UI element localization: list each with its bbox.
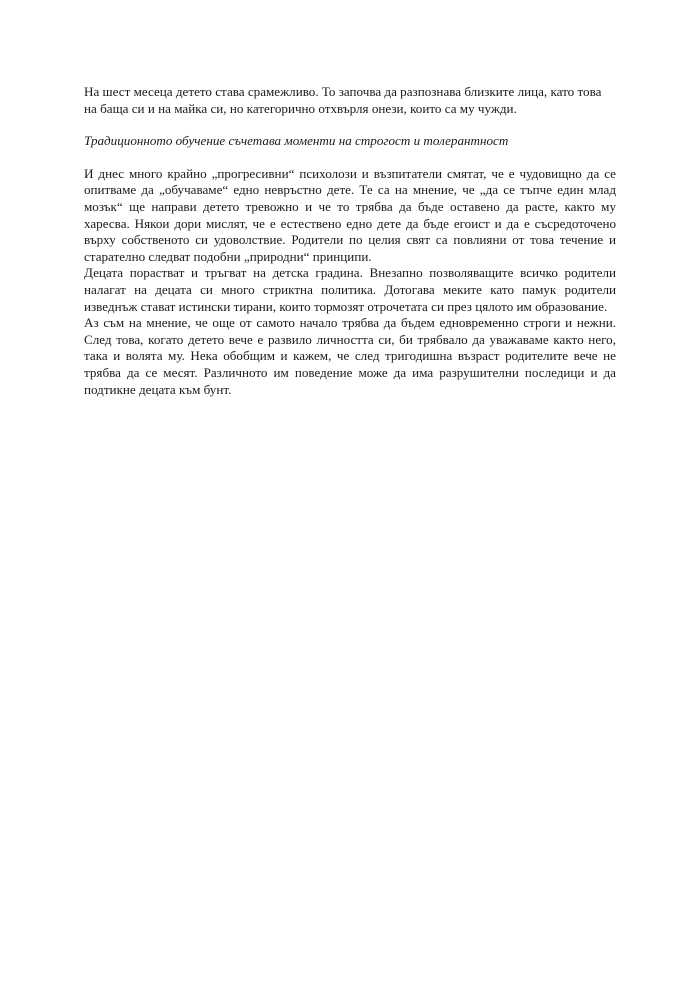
body-paragraph-2: Децата порастват и тръгват на детска градина. Внезапно позволяващите всичко родители налагат на децата си много стриктна политика. Дотогава меките като памук родители изведнъж стават истински тирани, които тормозят отрочетата си през цялото им образование. (84, 265, 616, 314)
intro-paragraph: На шест месеца детето става срамежливо. То започва да разпознава близките лица, като това на баща си и на майка си, но категорично отхвърля онези, които са му чужди. (84, 84, 602, 116)
body-paragraph-1: И днес много крайно „прогресивни“ психолози и възпитатели смятат, че е чудовищно да се опитваме да „обучаваме“ едно невръстно дете. Те са на мнение, че „да се тъпче един млад мозък“ ще направи детето тревожно и че то трябва да бъде оставено да расте, както му харесва. Някои дори мислят, че е естествено едно дете да бъде егоист и да е съсредоточено върху собственото си удоволствие. Родители по целия свят са повлияни от това течение и старателно следват подобни „природни“ принципи. (84, 165, 616, 264)
body-paragraph-3: Аз съм на мнение, че още от самото начало трябва да бъдем едновременно строги и нежни. След това, когато детето вече е развило личността си, би трябвало да уважаваме както него, така и волята му. Нека обобщим и кажем, че след тригодишна възраст родителите вече не трябва да се месят. Различното им поведение може да има разрушителни последици и да подтикне децата към бунт. (84, 315, 616, 397)
section-heading: Традиционното обучение съчетава моменти на строгост и толерантност (84, 133, 509, 149)
document-body (84, 84, 616, 398)
